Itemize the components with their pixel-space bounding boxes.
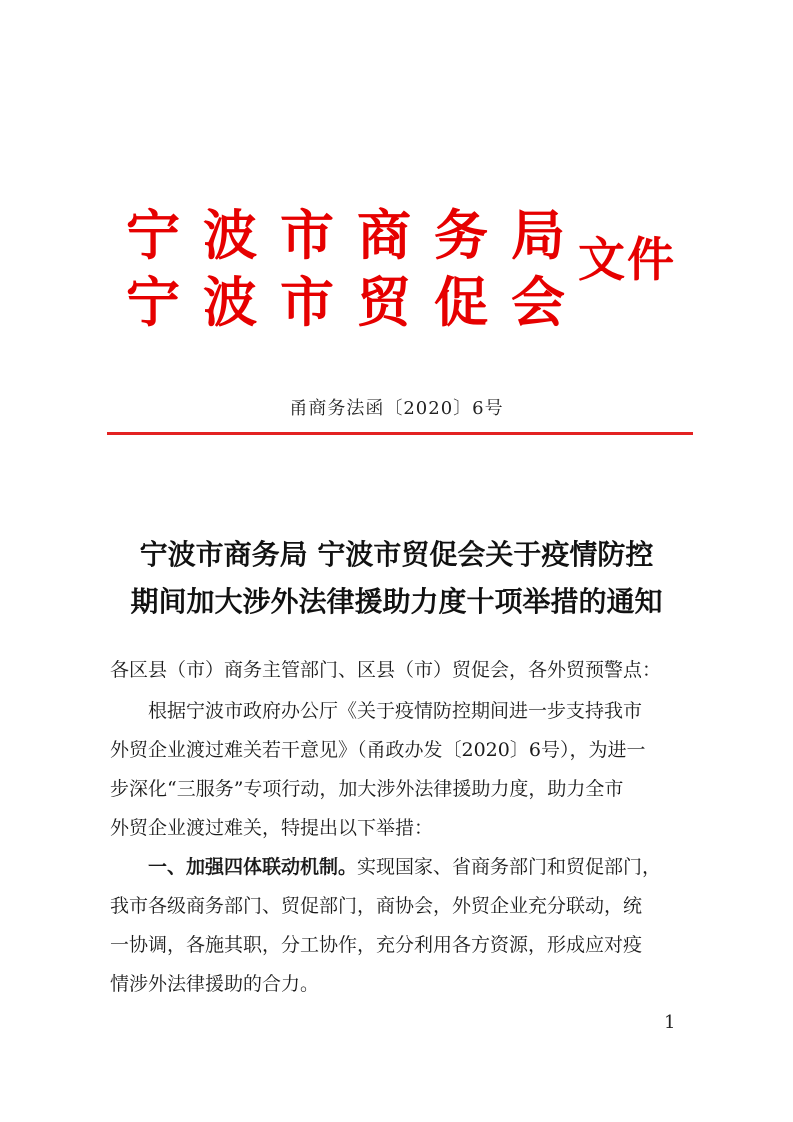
page-number: 1 [664, 1012, 676, 1033]
paragraph-2-line: 情涉外法律援助的合力。 [110, 973, 320, 995]
red-separator-line [107, 432, 693, 435]
paragraph-1-line: 根据宁波市政府办公厅《关于疫情防控期间进一步支持我市 [148, 700, 643, 722]
paragraph-2-heading: 一、加强四体联动机制。 [148, 856, 358, 878]
document-title-line-1: 宁波市商务局 宁波市贸促会关于疫情防控 [139, 538, 654, 571]
paragraph-1-line: 步深化“三服务”专项行动，加大涉外法律援助力度，助力全市 [110, 778, 624, 800]
paragraph-2-line: 实现国家、省商务部门和贸促部门， [357, 856, 662, 878]
paragraph-1-line: 外贸企业渡过难关若干意见》（甬政办发〔2020〕6号），为进一 [110, 739, 646, 761]
issuer-name-trade-council: 宁波市贸促会 [126, 270, 588, 334]
issuer-name-commerce-bureau: 宁波市商务局 [126, 203, 588, 267]
paragraph-2-line: 我市各级商务部门、贸促部门，商协会，外贸企业充分联动，统 [110, 895, 643, 917]
paragraph-2-first-line [148, 858, 661, 877]
paragraph-1-line: 外贸企业渡过难关，特提出以下举措： [110, 817, 434, 839]
document-title-line-2: 期间加大涉外法律援助力度十项举措的通知 [130, 585, 663, 618]
document-number: 甬商务法函〔2020〕6号 [289, 398, 504, 419]
salutation: 各区县（市）商务主管部门、区县（市）贸促会，各外贸预警点： [110, 659, 662, 681]
paragraph-2-line: 一协调，各施其职，分工协作，充分利用各方资源，形成应对疫 [110, 934, 643, 956]
document-type-label: 文件 [578, 233, 676, 288]
